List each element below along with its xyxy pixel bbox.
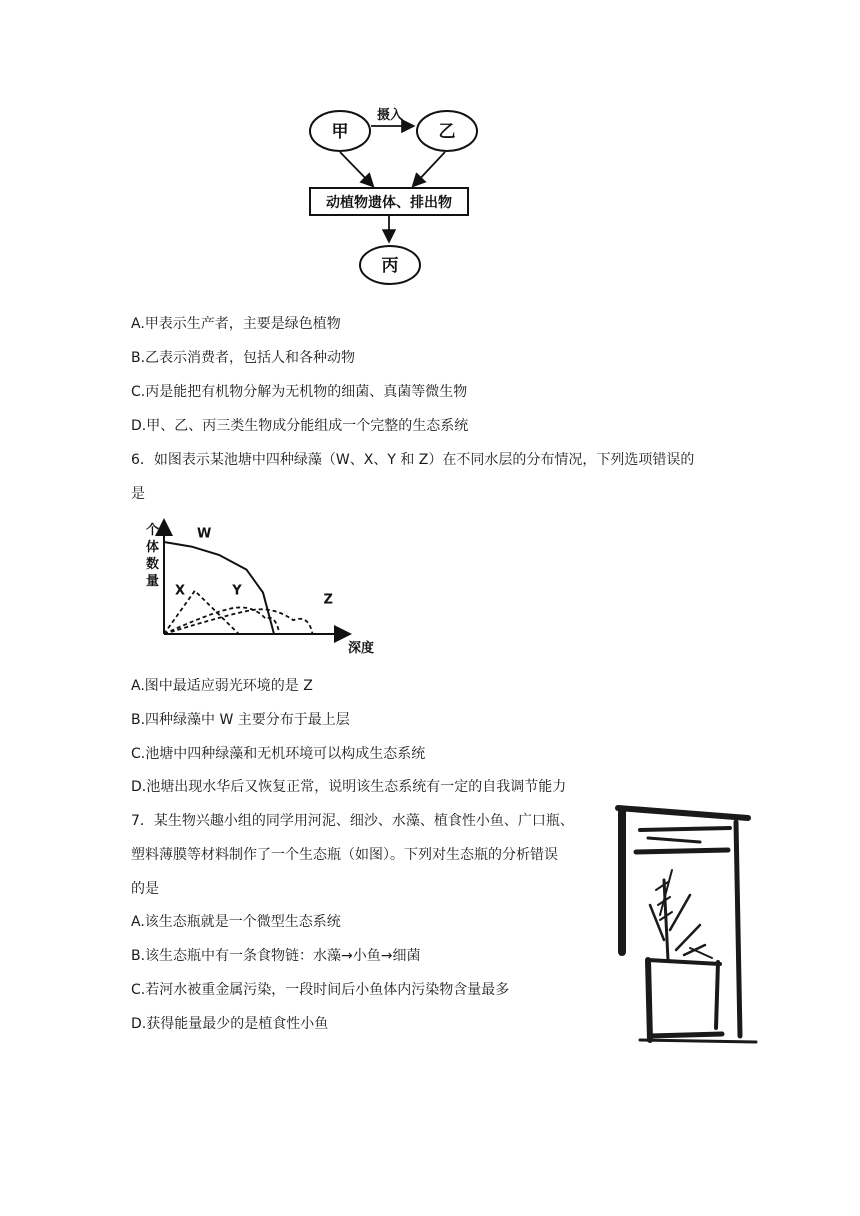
series-x-curve xyxy=(164,591,239,634)
series-y-label: Y xyxy=(232,583,242,599)
q6-option-b: B.四种绿藻中 W 主要分布于最上层 xyxy=(131,712,350,728)
q5-option-d: D.甲、乙、丙三类生物成分能组成一个完整的生态系统 xyxy=(131,418,469,434)
q7-option-d: D.获得能量最少的是植食性小鱼 xyxy=(131,1016,329,1032)
q6-option-a: A.图中最适应弱光环境的是 Z xyxy=(131,678,313,694)
ingest-label: 摄入 xyxy=(376,108,404,123)
y-axis-label-4: 量 xyxy=(146,574,160,589)
q7-option-c: C.若河水被重金属污染，一段时间后小鱼体内污染物含量最多 xyxy=(131,982,510,998)
q7-stem-line1: 7．某生物兴趣小组的同学用河泥、细沙、水藻、植食性小鱼、广口瓶、 xyxy=(131,813,574,829)
x-axis-label: 深度 xyxy=(348,641,375,656)
q7-option-a: A.该生态瓶就是一个微型生态系统 xyxy=(131,914,341,930)
q6-stem-line1: 6．如图表示某池塘中四种绿藻（W、X、Y 和 Z）在不同水层的分布情况，下列选项错误的 xyxy=(131,452,695,468)
q5-option-c: C.丙是能把有机物分解为无机物的细菌、真菌等微生物 xyxy=(131,384,468,400)
node-yi-label: 乙 xyxy=(438,122,456,142)
yi-to-box-arrow xyxy=(414,152,445,185)
node-bing-label: 丙 xyxy=(381,256,399,276)
jia-to-box-arrow xyxy=(340,152,372,185)
q7-stem-line2: 塑料薄膜等材料制作了一个生态瓶（如图）。下列对生态瓶的分析错误 xyxy=(131,847,558,863)
series-z-curve xyxy=(164,609,313,634)
q5-option-a: A.甲表示生产者，主要是绿色植物 xyxy=(131,316,341,332)
y-axis-label-1: 个 xyxy=(146,523,160,538)
q7-option-b: B.该生态瓶中有一条食物链：水藻→小鱼→细菌 xyxy=(131,948,421,964)
y-axis-label-2: 体 xyxy=(146,540,160,555)
q7-stem-line3: 的是 xyxy=(131,881,159,897)
series-x-label: X xyxy=(175,583,186,599)
q6-option-d: D.池塘出现水华后又恢复正常，说明该生态系统有一定的自我调节能力 xyxy=(131,779,567,795)
ecosystem-flow-diagram xyxy=(0,0,860,300)
series-z-label: Z xyxy=(323,592,333,608)
remains-box-label: 动植物遗体、排出物 xyxy=(326,195,452,211)
q6-stem-line2: 是 xyxy=(131,486,145,502)
q5-option-b: B.乙表示消费者，包括人和各种动物 xyxy=(131,350,356,366)
y-axis-label-3: 数 xyxy=(146,557,160,572)
q6-option-c: C.池塘中四种绿藻和无机环境可以构成生态系统 xyxy=(131,746,426,762)
series-y-curve xyxy=(164,607,280,634)
node-jia-label: 甲 xyxy=(331,122,349,142)
series-w-curve xyxy=(164,542,274,634)
series-w-label: W xyxy=(197,526,212,542)
